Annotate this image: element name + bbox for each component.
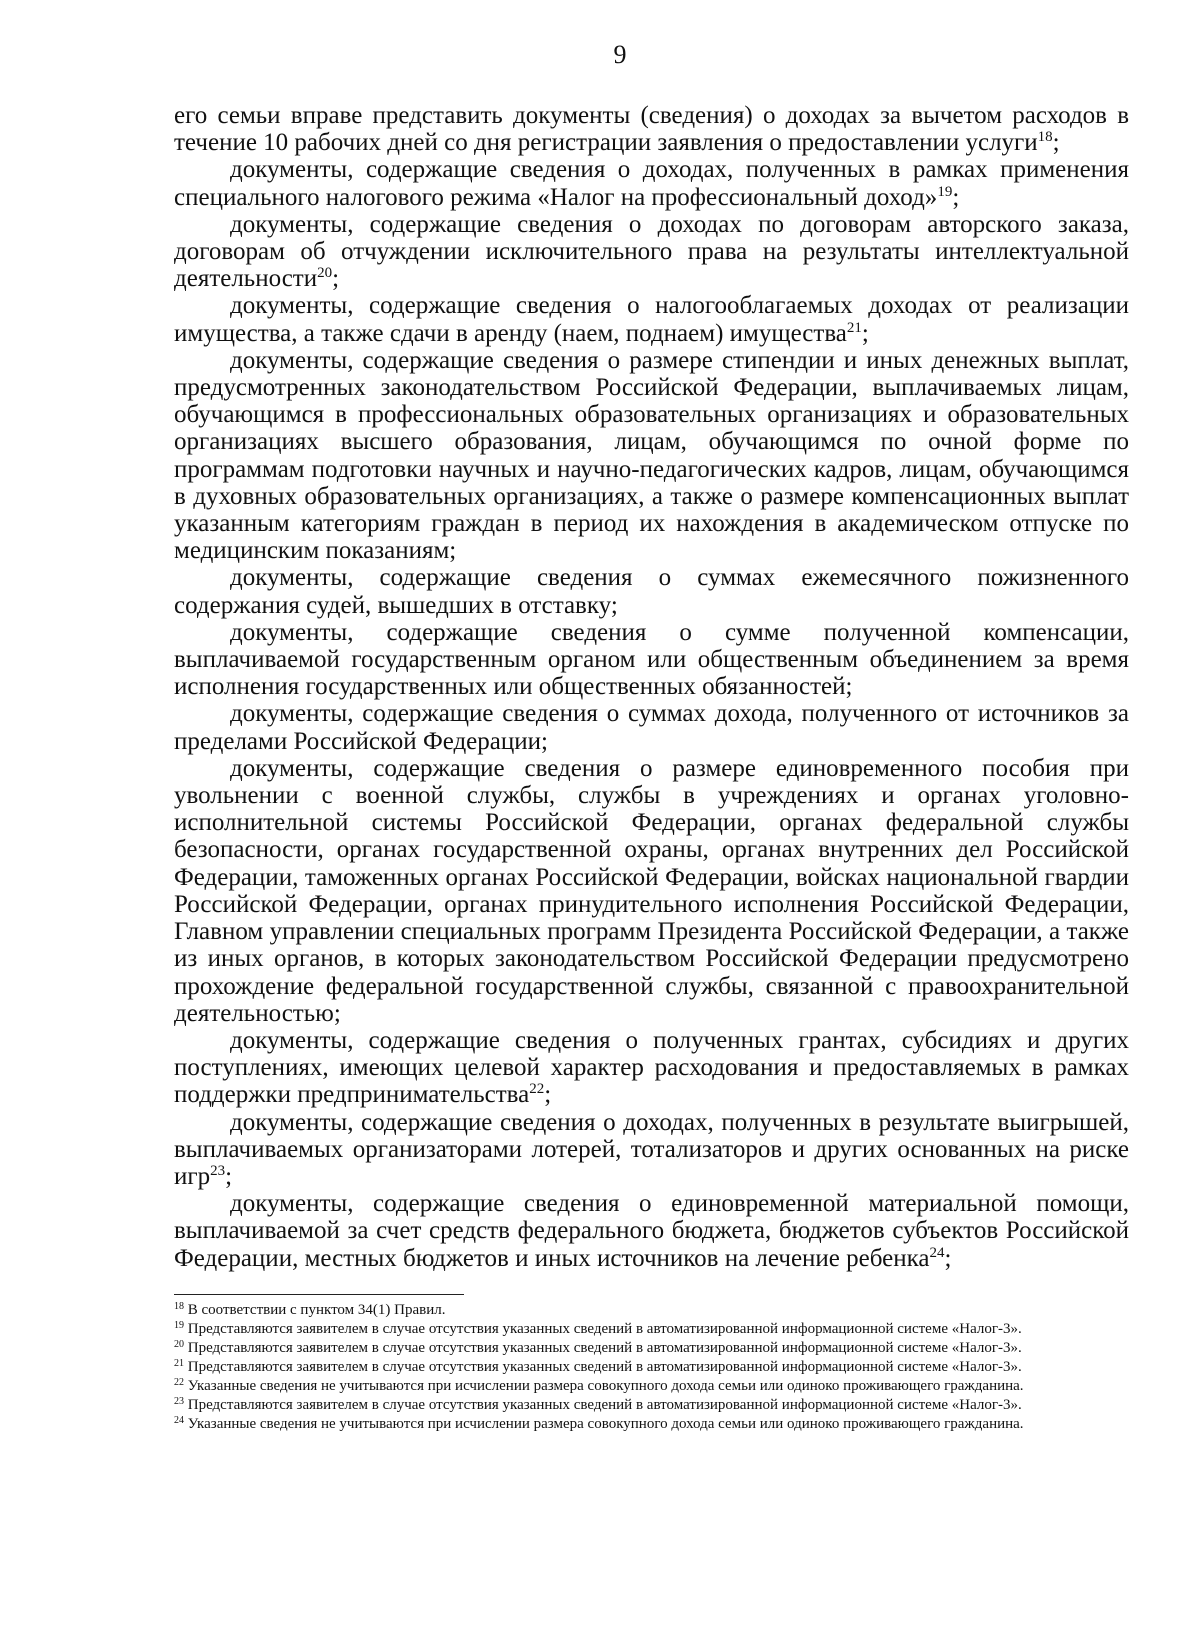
footnote-reference: 21 <box>846 319 862 336</box>
footnote-text: В соответствии с пунктом 34(1) Правил. <box>187 1302 446 1318</box>
footnote-reference: 24 <box>929 1244 945 1261</box>
paragraph-text: документы, содержащие сведения о размере стипендии и иных денежных выплат, предусмотренных законодательством Российской Федерации, выплачиваемых лицам, обучающимся в профессиональных образовательных организациях и образовательных организациях высшего образования, лицам, обучающимся по очной форме по программам подготовки научных и научно-педагогических кадров, лицам, обучающимся в духовных образовательных организациях, а также о размере компенсационных выплат указанным категориям граждан в период их нахождения в академическом отпуске по медицинским показаниям; <box>174 346 1129 565</box>
paragraph <box>174 347 1129 565</box>
footnote-text: Представляются заявителем в случае отсутствия указанных сведений в автоматизированной информационной системе «Налог-3». <box>187 1321 1022 1337</box>
paragraph-tail: ; <box>861 319 869 347</box>
footnote-number: 22 <box>174 1377 184 1388</box>
paragraph-text: документы, содержащие сведения о налогооблагаемых доходах от реализации имущества, а также сдачи в аренду (наем, поднаем) имущества <box>174 292 1129 347</box>
paragraph-text: документы, содержащие сведения о размере единовременного пособия при увольнении с военной службы, службы в учреждениях и органах уголовно-исполнительной системы Российской Федерации, органах федеральной службы безопасности, органах государственной охраны, органах внутренних дел Российской Федерации, таможенных органах Российской Федерации, войсках национальной гвардии Российской Федерации, органах принудительного исполнения Российской Федерации, Главном управлении специальных программ Президента Российской Федерации, а также из иных органов, в которых законодательством Российской Федерации предусмотрено прохождение федеральной государственной службы, связанной с правоохранительной деятельностью; <box>174 754 1129 1027</box>
footnote-text: Указанные сведения не учитываются при исчислении размера совокупного дохода семьи или одиноко проживающего гражданина. <box>187 1378 1024 1394</box>
footnote-reference: 23 <box>210 1162 226 1179</box>
paragraph-text: документы, содержащие сведения о доходах, полученных в рамках применения специального налогового режима «Налог на профессиональный доход» <box>174 156 1129 211</box>
paragraph-tail: ; <box>332 265 340 293</box>
footnote-number: 23 <box>174 1396 184 1407</box>
footnote <box>174 1339 1129 1358</box>
footnote <box>174 1415 1129 1434</box>
paragraph-text: документы, содержащие сведения о доходах, полученных в результате выигрышей, выплачиваемых организаторами лотерей, тотализаторов и других основанных на риске игр <box>174 1108 1129 1190</box>
paragraph-text: документы, содержащие сведения о сумме полученной компенсации, выплачиваемой государственным органом или общественным объединением за время исполнения государственных или общественных обязанностей; <box>174 618 1129 701</box>
footnote <box>174 1358 1129 1377</box>
paragraph-text: документы, содержащие сведения о суммах дохода, полученного от источников за пределами Российской Федерации; <box>174 700 1129 755</box>
footnote-number: 18 <box>174 1301 184 1312</box>
paragraph <box>174 564 1129 618</box>
paragraph <box>174 102 1129 156</box>
footnote-divider <box>174 1294 464 1295</box>
footnote-reference: 19 <box>937 183 953 200</box>
footnote-number: 19 <box>174 1320 184 1331</box>
footnote <box>174 1301 1129 1320</box>
footnote-reference: 22 <box>529 1081 545 1098</box>
footnote <box>174 1320 1129 1339</box>
footnote-reference: 18 <box>1037 129 1053 146</box>
paragraph-tail: ; <box>1052 129 1060 157</box>
paragraph <box>174 211 1129 293</box>
paragraph <box>174 292 1129 346</box>
paragraph-text: документы, содержащие сведения о суммах ежемесячного пожизненного содержания судей, вышедших в отставку; <box>174 564 1129 619</box>
paragraph <box>174 755 1129 1027</box>
document-body <box>174 102 1129 1272</box>
footnote <box>174 1377 1129 1396</box>
footnote-number: 21 <box>174 1358 184 1369</box>
page-number: 9 <box>613 40 627 69</box>
paragraph-text: документы, содержащие сведения о доходах по договорам авторского заказа, договорам об отчуждении исключительного права на результаты интеллектуальной деятельности <box>174 210 1129 293</box>
footnote-text: Представляются заявителем в случае отсутствия указанных сведений в автоматизированной информационной системе «Налог-3». <box>187 1359 1022 1375</box>
paragraph <box>174 619 1129 701</box>
paragraph <box>174 700 1129 754</box>
paragraph-tail: ; <box>952 183 960 211</box>
footnote-number: 20 <box>174 1339 184 1350</box>
paragraph <box>174 1027 1129 1109</box>
paragraph-text: его семьи вправе представить документы (сведения) о доходах за вычетом расходов в течение 10 рабочих дней со дня регистрации заявления о предоставлении услуги <box>174 102 1129 157</box>
paragraph <box>174 1190 1129 1272</box>
paragraph <box>174 156 1129 210</box>
paragraph-tail: ; <box>225 1162 233 1190</box>
paragraph-tail: ; <box>544 1081 552 1109</box>
paragraph-tail: ; <box>944 1244 952 1272</box>
paragraph <box>174 1109 1129 1191</box>
footnotes <box>174 1301 1129 1434</box>
footnote-text: Представляются заявителем в случае отсутствия указанных сведений в автоматизированной информационной системе «Налог-3». <box>187 1340 1022 1356</box>
paragraph-text: документы, содержащие сведения о единовременной материальной помощи, выплачиваемой за счет средств федерального бюджета, бюджетов субъектов Российской Федерации, местных бюджетов и иных источников на лечение ребенка <box>174 1190 1129 1272</box>
footnote <box>174 1396 1129 1415</box>
paragraph-text: документы, содержащие сведения о полученных грантах, субсидиях и других поступлениях, имеющих целевой характер расходования и предоставляемых в рамках поддержки предпринимательства <box>174 1026 1129 1109</box>
footnote-text: Указанные сведения не учитываются при исчислении размера совокупного дохода семьи или одиноко проживающего гражданина. <box>187 1416 1024 1432</box>
footnote-reference: 20 <box>317 265 333 282</box>
footnote-text: Представляются заявителем в случае отсутствия указанных сведений в автоматизированной информационной системе «Налог-3». <box>187 1397 1022 1413</box>
footnote-number: 24 <box>174 1415 184 1426</box>
